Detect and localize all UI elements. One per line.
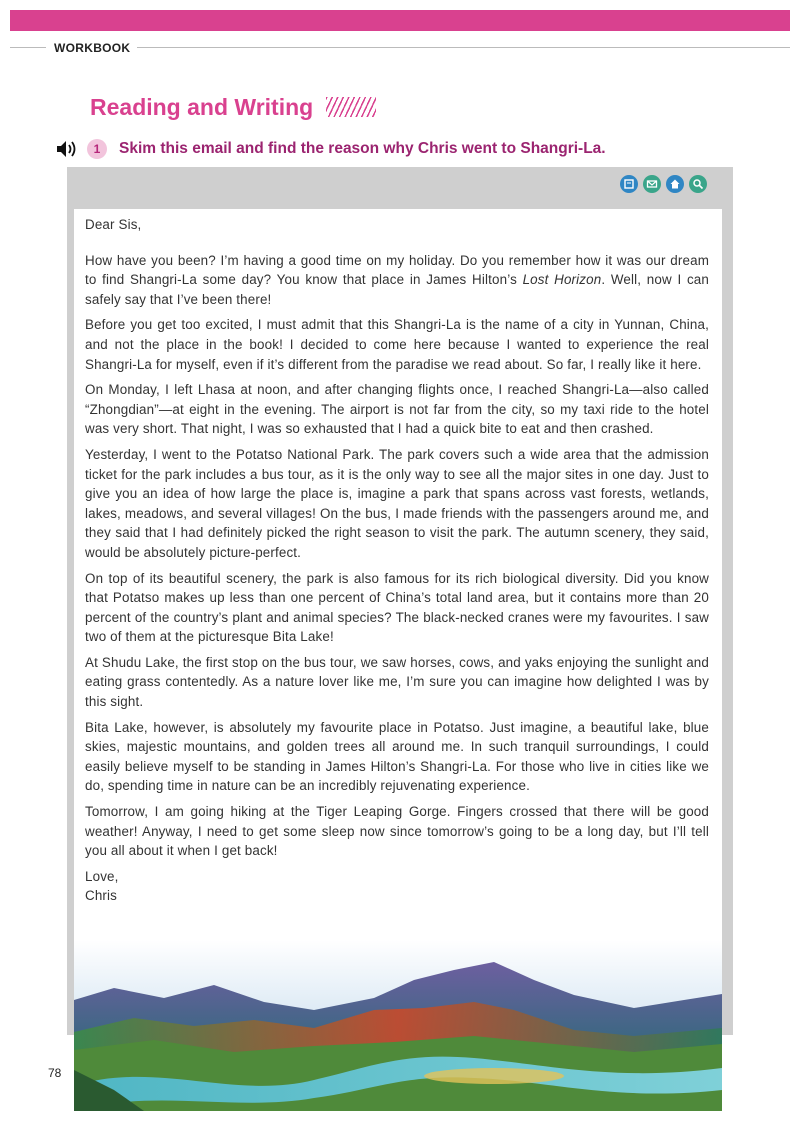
email-paragraph-6: At Shudu Lake, the first stop on the bus tour, we saw horses, cows, and yaks enjoying the sunlight and eating grass contentedly. As a nature lover like me, I’m sure you can imagine how delighted I was by this sight. (85, 654, 709, 710)
email-paragraph-3: On Monday, I left Lhasa at noon, and after changing flights once, I reached Shangri-La—also called “Zhongdian”—at eight in the evening. The airport is not far from the city, so my taxi ride to the hotel was very short. That night, I was so exhausted that I had a quick bite to eat and then crashed. (85, 382, 709, 437)
email-text (85, 215, 709, 906)
landscape-photo (74, 940, 722, 1111)
search-icon[interactable] (689, 175, 707, 193)
book-icon[interactable] (620, 175, 638, 193)
email-greeting: Dear Sis, (85, 217, 142, 232)
section-title: Reading and Writing (90, 94, 314, 120)
task-text: Skim this email and find the reason why Chris went to Shangri-La. (119, 140, 606, 157)
header-rule-left (10, 47, 46, 48)
home-icon[interactable] (666, 175, 684, 193)
email-toolbar (620, 175, 707, 193)
workbook-label: WORKBOOK (54, 41, 131, 55)
email-signature: Chris (85, 888, 117, 904)
email-paragraph-8: Tomorrow, I am going hiking at the Tiger Leaping Gorge. Fingers crossed that there will be good weather! Anyway, I need to get some sleep now since tomorrow’s going to be a long day, but I’ll tell you all about it when I get back! (85, 804, 709, 859)
page-number: 78 (48, 1066, 62, 1080)
email-paragraph-5: On top of its beautiful scenery, the park is also famous for its rich biological diversity. Did you know that Potatso makes up less than one percent of China’s total land area, but it contains more than 20 percent of the country’s plant and animal species? The black-necked cranes were my favourites. I saw two of them at the picturesque Bita Lake! (85, 570, 709, 645)
email-closing: Love, (85, 868, 119, 884)
email-text-run: How have you been? I’m having a good time on my holiday. Do you remember how it was our dream to find Shangri-La some day? You know that place in James Hilton’s (85, 252, 709, 288)
title-stripes-decoration (326, 97, 376, 117)
top-color-bar (10, 10, 790, 31)
email-paragraph-4: Yesterday, I went to the Potatso National Park. The park covers such a wide area that the admission ticket for the park includes a bus tour, as it is the only way to see all the major sites in one day. Just to give you an idea of how large the place is, imagine a park that spans across vast forests, wetlands, lakes, meadows, and several villages! On the bus, I made friends with the passengers around me, and they said that I had definitely picked the right season to visit the park. The autumn scenery, they said, would be absolutely picture-perfect. (85, 446, 709, 560)
task-instruction (55, 139, 606, 159)
task-number-badge: 1 (87, 139, 107, 159)
audio-speaker-icon[interactable] (55, 139, 79, 159)
email-paragraph-7: Bita Lake, however, is absolutely my favourite place in Potatso. Just imagine, a beautiful lake, blue skies, majestic mountains, and golden trees all around me. In such tranquil surroundings, I could easily believe myself to be standing in James Hilton’s Shangri-La. For those who live in cities like we do, spending time in nature can be an incredibly rejuvenating experience. (85, 719, 709, 794)
email-paragraph-1 (85, 251, 709, 310)
mail-icon[interactable] (643, 175, 661, 193)
email-text-run: . Well, now I can safely say that I’ve been there! (85, 272, 709, 307)
email-paragraph-2: Before you get too excited, I must admit that this Shangri-La is the name of a city in Yunnan, China, and not the place in the book! I decided to come here because I wanted to experience the real Shangri-La for myself, even if it’s different from the paradise we read about. So far, I really like it here. (85, 317, 709, 372)
book-title: Lost Horizon (522, 272, 602, 288)
header-rule (137, 47, 790, 48)
